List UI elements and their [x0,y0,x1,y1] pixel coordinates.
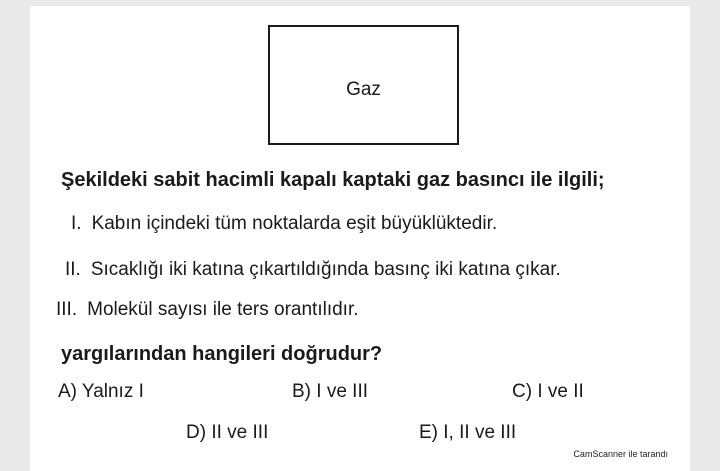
scanner-watermark: CamScanner ile tarandı [573,449,668,459]
statement-number: I. [71,213,82,234]
option-a: A) Yalnız I [58,381,144,402]
statement-text: Molekül sayısı ile ters orantılıdır. [87,299,359,320]
gas-label: Gaz [346,79,381,100]
statement-text: Kabın içindeki tüm noktalarda eşit büyüklüktedir. [91,213,498,234]
question-prompt: yargılarından hangileri doğrudur? [61,343,383,365]
statement-1 [71,213,497,235]
statement-3 [56,299,359,321]
statement-number: III. [56,299,78,320]
option-c: C) I ve II [512,381,584,402]
statement-text: Sıcaklığı iki katına çıkartıldığında basınç iki katına çıkar. [90,259,561,280]
option-d: D) II ve III [186,422,269,443]
gas-container-figure [268,25,459,145]
option-e: E) I, II ve III [419,422,517,443]
question-stem: Şekildeki sabit hacimli kapalı kaptaki gaz basıncı ile ilgili; [61,169,605,191]
document-page [30,6,690,471]
option-b: B) I ve III [292,381,369,402]
statement-2 [65,259,561,281]
statement-number: II. [65,259,81,280]
